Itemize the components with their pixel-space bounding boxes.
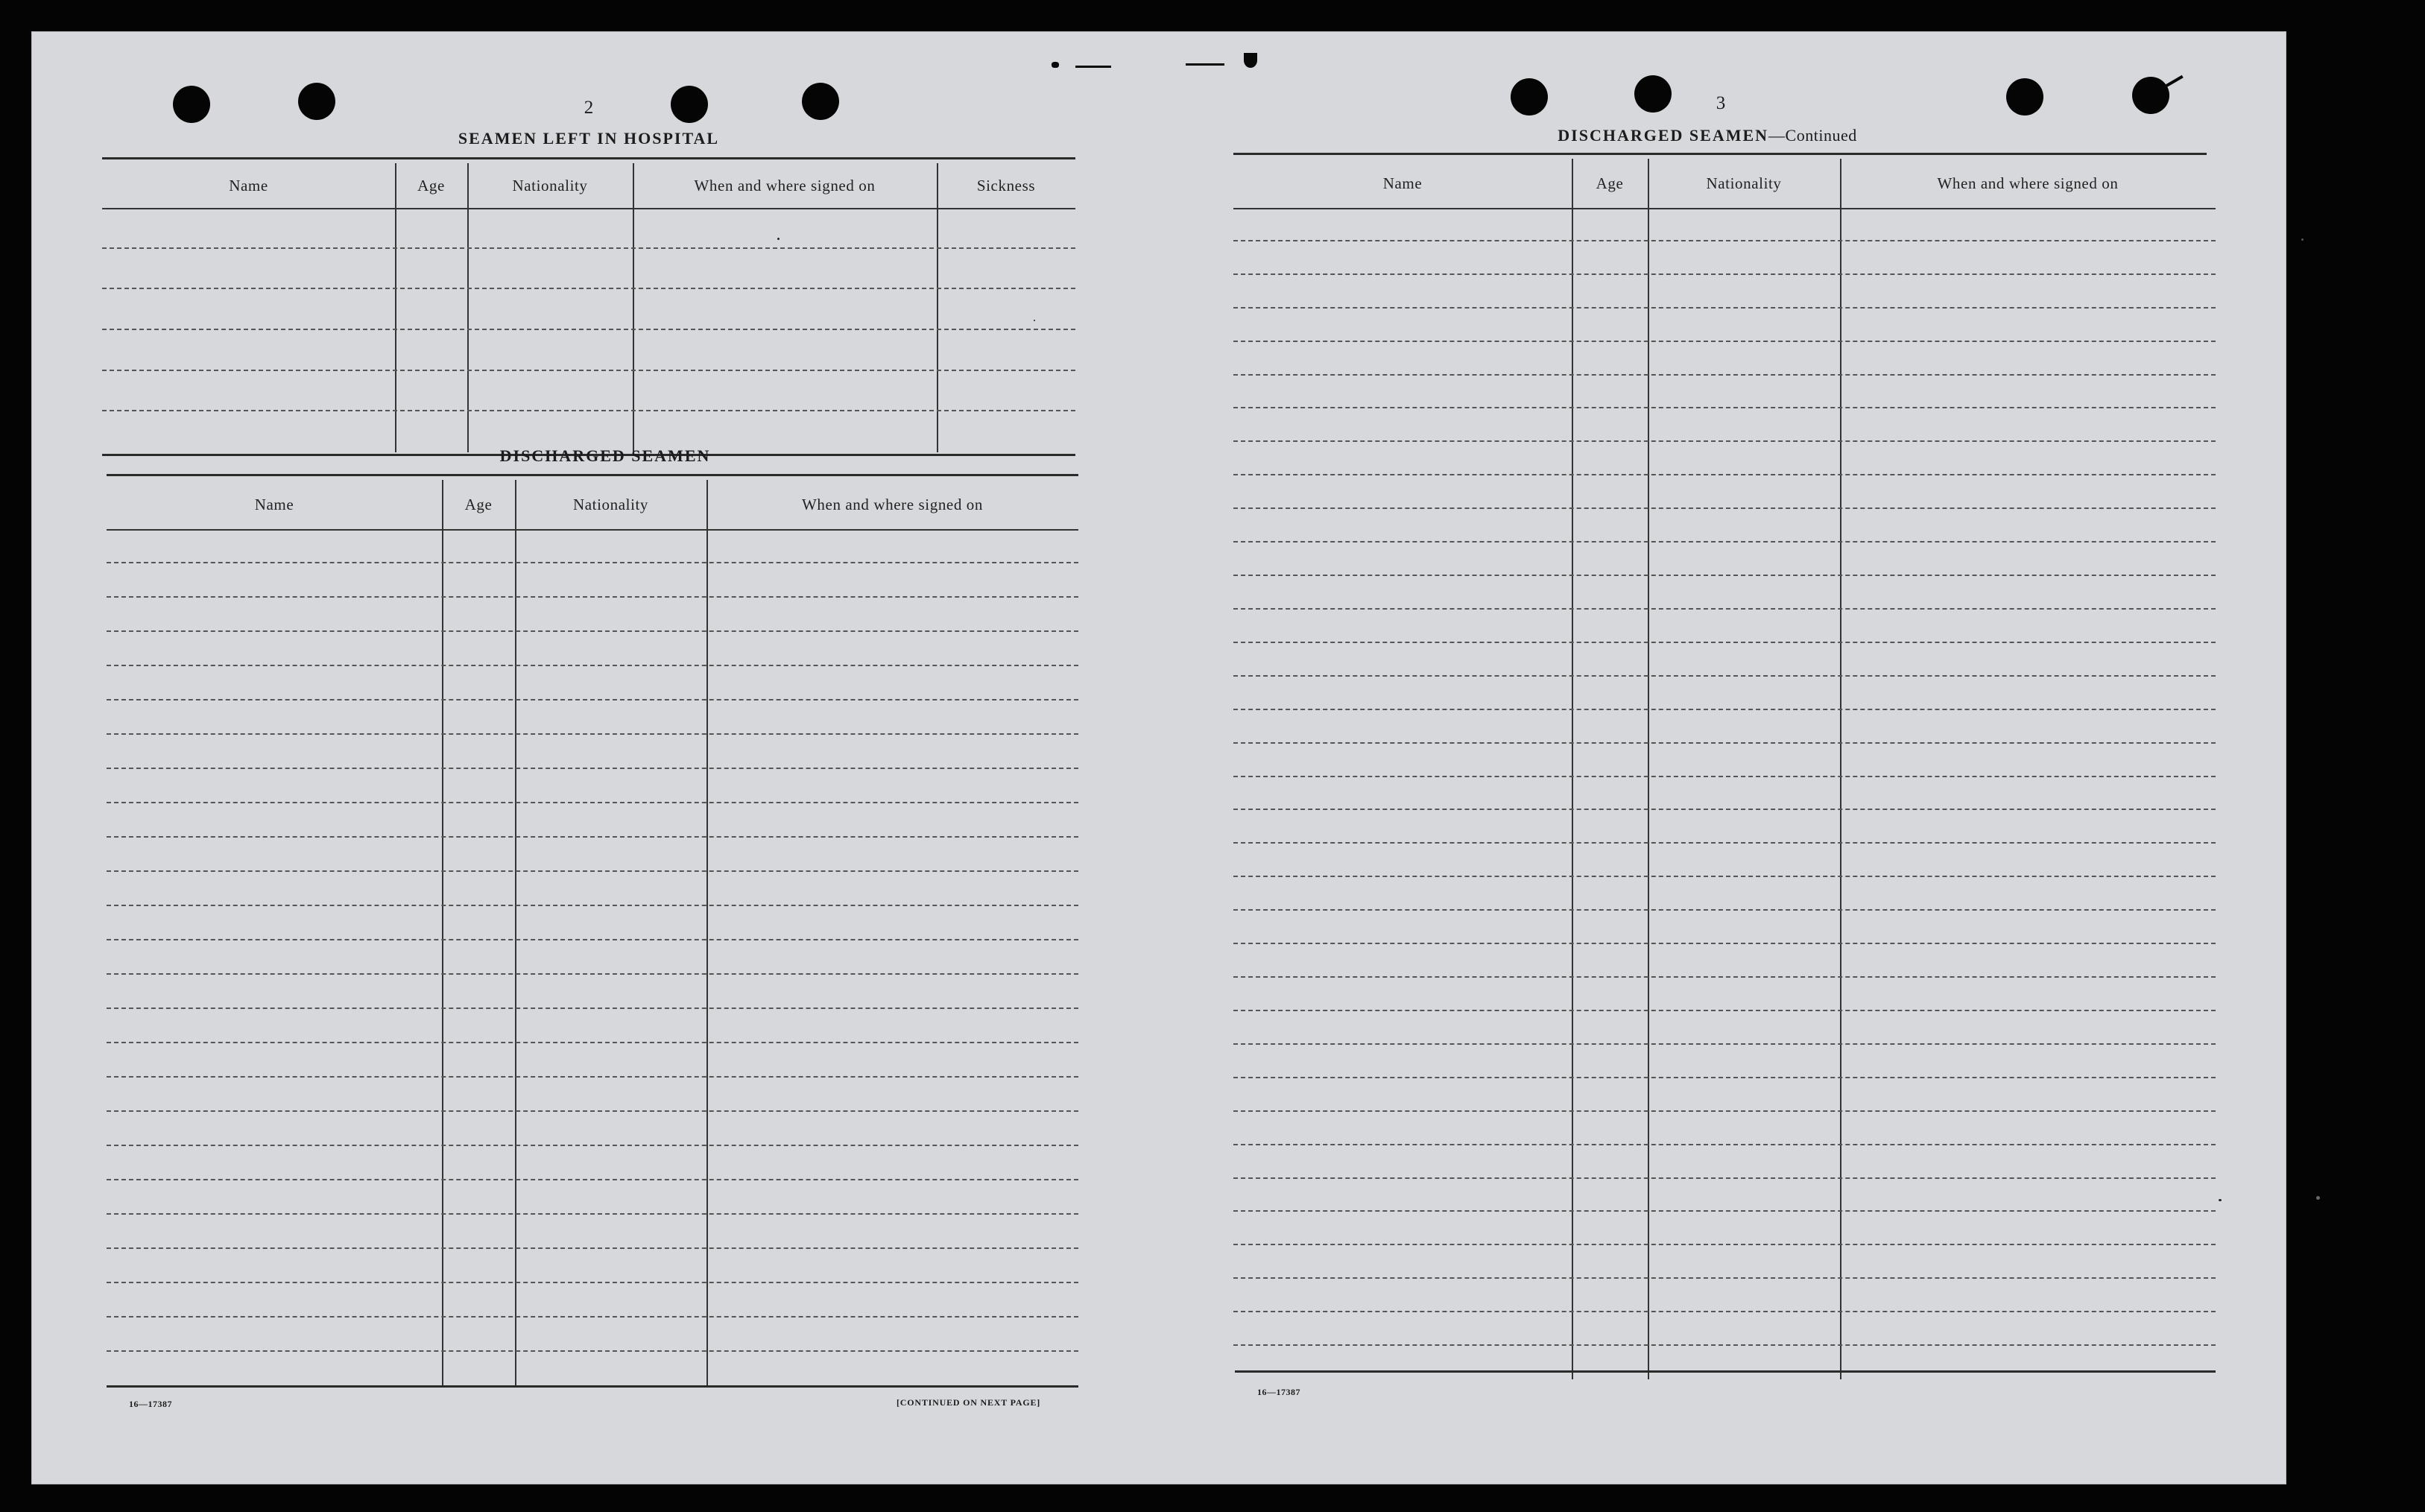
table-row[interactable] — [1233, 309, 2216, 342]
table-row[interactable] — [1233, 442, 2216, 475]
table-row[interactable] — [1233, 509, 2216, 543]
discharged-continued-title — [1558, 126, 1856, 145]
table-row[interactable] — [102, 371, 1075, 412]
column-header-sickness: Sickness — [976, 176, 1036, 194]
table-row[interactable] — [1233, 1346, 2216, 1378]
discharged-continued-title-suffix: —Continued — [1768, 126, 1857, 145]
table-row[interactable] — [1233, 208, 2216, 241]
hospital-section-title: SEAMEN LEFT IN HOSPITAL — [458, 129, 720, 148]
table-row[interactable] — [1233, 543, 2216, 576]
document-sheet — [31, 31, 2286, 1484]
column-header-when-and-where-signed-on: When and where signed on — [802, 495, 983, 513]
table-row[interactable] — [1233, 408, 2216, 442]
table-row[interactable] — [1233, 241, 2216, 275]
table-row[interactable] — [107, 1283, 1078, 1318]
column-header-name: Name — [1382, 174, 1423, 192]
table-row[interactable] — [1233, 744, 2216, 777]
column-header-nationality: Nationality — [1706, 174, 1782, 192]
column-header-nationality: Nationality — [572, 495, 649, 513]
speck — [2301, 238, 2304, 241]
table-row[interactable] — [107, 872, 1078, 906]
table-row[interactable] — [107, 1249, 1078, 1283]
table-row[interactable] — [1233, 810, 2216, 844]
table-row[interactable] — [1233, 978, 2216, 1011]
table-row[interactable] — [107, 803, 1078, 838]
table-row[interactable] — [107, 1318, 1078, 1352]
table-row[interactable] — [107, 769, 1078, 803]
table-row[interactable] — [107, 906, 1078, 940]
table-row[interactable] — [107, 1180, 1078, 1215]
discharged-continued-title-main: DISCHARGED SEAMEN — [1558, 126, 1769, 145]
stray-mark — [1052, 62, 1059, 68]
table-row[interactable] — [107, 1078, 1078, 1112]
table-row[interactable] — [107, 1215, 1078, 1249]
table-row[interactable] — [1233, 1312, 2216, 1346]
hospital-table — [102, 163, 1075, 452]
table-row[interactable] — [1233, 1179, 2216, 1212]
punch-hole — [2006, 78, 2043, 116]
table-row[interactable] — [107, 1146, 1078, 1180]
column-header-name: Name — [254, 495, 294, 513]
table-row[interactable] — [1233, 1145, 2216, 1179]
table-row[interactable] — [1233, 911, 2216, 944]
table-row[interactable] — [102, 411, 1075, 451]
table-row[interactable] — [107, 666, 1078, 700]
form-number-right: 16—17387 — [1257, 1387, 1300, 1397]
stray-mark — [1244, 53, 1257, 68]
table-row[interactable] — [107, 1112, 1078, 1146]
table-row[interactable] — [1233, 643, 2216, 677]
table-row[interactable] — [1233, 1045, 2216, 1078]
table-row[interactable] — [1233, 1212, 2216, 1245]
continued-bottom-rule — [1235, 1370, 2216, 1373]
table-row[interactable] — [102, 330, 1075, 371]
discharged-bottom-rule — [107, 1385, 1078, 1388]
table-row[interactable] — [1233, 475, 2216, 509]
punch-hole — [298, 83, 335, 120]
punch-hole — [2132, 77, 2169, 114]
discharged-section-title: DISCHARGED SEAMEN — [499, 446, 711, 465]
table-row[interactable] — [107, 1009, 1078, 1043]
column-header-when-and-where-signed-on: When and where signed on — [694, 176, 876, 194]
table-row[interactable] — [107, 598, 1078, 632]
column-header-name: Name — [229, 176, 268, 194]
page-number-right: 3 — [1716, 93, 1726, 113]
table-row[interactable] — [1233, 1078, 2216, 1112]
table-row[interactable] — [1233, 710, 2216, 744]
speck — [2316, 1196, 2320, 1200]
punch-hole — [1634, 75, 1672, 113]
punch-hole — [802, 83, 839, 120]
column-header-nationality: Nationality — [512, 176, 588, 194]
table-row[interactable] — [1233, 677, 2216, 710]
column-header-age: Age — [417, 176, 445, 194]
table-row[interactable] — [1233, 275, 2216, 309]
punch-hole — [173, 86, 210, 123]
column-header-age: Age — [1596, 174, 1624, 192]
continued-top-rule — [1233, 153, 2207, 155]
table-row[interactable] — [107, 1043, 1078, 1078]
discharged-table — [107, 480, 1078, 1386]
discharged-top-rule — [107, 474, 1078, 476]
table-row[interactable] — [1233, 1245, 2216, 1279]
column-header-age: Age — [464, 495, 493, 513]
table-row[interactable] — [107, 632, 1078, 666]
table-row[interactable] — [1233, 1112, 2216, 1145]
table-row[interactable] — [1233, 376, 2216, 409]
table-row[interactable] — [102, 208, 1075, 249]
punch-hole — [671, 86, 708, 123]
table-row[interactable] — [107, 563, 1078, 598]
speck — [2219, 1199, 2222, 1201]
continued-note: [CONTINUED ON NEXT PAGE] — [897, 1397, 1041, 1408]
table-row[interactable] — [1233, 877, 2216, 911]
table-row[interactable] — [1233, 944, 2216, 978]
page-number-left: 2 — [584, 98, 594, 118]
speck — [1034, 320, 1035, 321]
hospital-top-rule — [102, 157, 1075, 159]
table-row[interactable] — [1233, 777, 2216, 811]
discharged-continued-table — [1233, 159, 2216, 1379]
table-row[interactable] — [1233, 576, 2216, 610]
table-row[interactable] — [107, 529, 1078, 563]
table-row[interactable] — [1233, 342, 2216, 376]
table-row[interactable] — [1233, 1011, 2216, 1045]
table-row[interactable] — [102, 249, 1075, 290]
table-row[interactable] — [107, 700, 1078, 735]
table-row[interactable] — [107, 735, 1078, 769]
stray-mark — [1186, 63, 1224, 66]
column-header-when-and-where-signed-on: When and where signed on — [1937, 174, 2119, 192]
table-row[interactable] — [1233, 844, 2216, 877]
table-row[interactable] — [107, 838, 1078, 872]
table-row[interactable] — [102, 289, 1075, 330]
table-row[interactable] — [1233, 610, 2216, 643]
table-row[interactable] — [107, 1352, 1078, 1385]
punch-hole — [1511, 78, 1548, 116]
stray-mark — [1075, 66, 1111, 68]
speck — [777, 238, 780, 240]
table-row[interactable] — [1233, 1279, 2216, 1312]
table-row[interactable] — [107, 975, 1078, 1009]
table-row[interactable] — [107, 940, 1078, 975]
form-number-left: 16—17387 — [129, 1399, 172, 1409]
